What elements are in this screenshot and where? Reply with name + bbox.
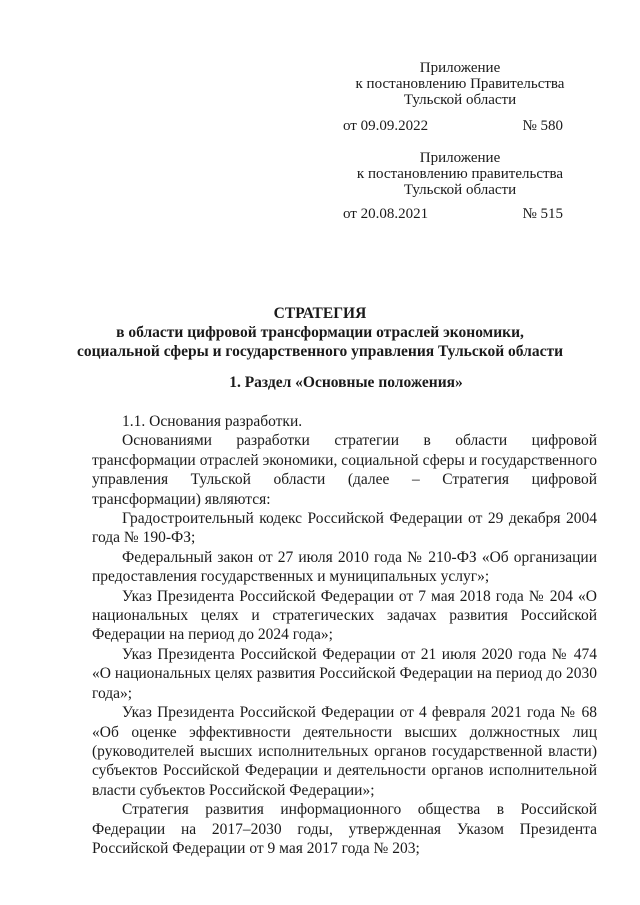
title-line-3: социальной сферы и государственного управления Тульской области bbox=[76, 343, 564, 360]
paragraph-8: Стратегия развития информационного общества в Российской Федерации на 2017–2030 годы, утвержденная Указом Президента Российской Федерации от 9 мая 2017 года № 203; bbox=[92, 801, 597, 857]
appendix-2-line-3: Тульской области bbox=[403, 182, 517, 198]
appendix-2-date: от 20.08.2021 bbox=[343, 206, 429, 222]
appendix-1-date: от 09.09.2022 bbox=[343, 118, 429, 134]
appendix-1-dateline bbox=[343, 118, 563, 135]
appendix-2-number: № 515 bbox=[522, 206, 563, 222]
paragraph-4: Федеральный закон от 27 июля 2010 года № 210-ФЗ «Об организации предоставления государственных и муниципальных услуг»; bbox=[92, 548, 597, 586]
appendix-block-1 bbox=[340, 60, 580, 108]
document-title bbox=[0, 304, 640, 361]
paragraph-2: Основаниями разработки стратегии в области цифровой трансформации отраслей экономики, социальной сферы и государственного управления Тульской области (далее – Стратегия цифровой трансформации) являются: bbox=[92, 432, 597, 508]
appendix-1-line-1: Приложение bbox=[419, 60, 501, 76]
appendix-1-line-2: к постановлению Правительства bbox=[355, 76, 565, 92]
paragraph-1: 1.1. Основания разработки. bbox=[122, 413, 303, 430]
title-line-2: в области цифровой трансформации отраслей экономики, bbox=[116, 324, 524, 341]
appendix-block-2 bbox=[340, 150, 580, 198]
paragraph-6: Указ Президента Российской Федерации от 21 июля 2020 года № 474 «О национальных целях развития Российской Федерации на период до 2030 года»; bbox=[92, 645, 597, 702]
paragraph-5: Указ Президента Российской Федерации от 7 мая 2018 года № 204 «О национальных целях и стратегических задачах развития Российской Федерации на период до 2024 года»; bbox=[92, 587, 597, 644]
paragraph-3: Градостроительный кодекс Российской Федерации от 29 декабря 2004 года № 190-ФЗ; bbox=[92, 510, 597, 547]
section-heading: 1. Раздел «Основные положения» bbox=[229, 374, 463, 391]
appendix-2-dateline bbox=[343, 206, 563, 223]
appendix-2-line-1: Приложение bbox=[419, 150, 501, 166]
appendix-2-line-2: к постановлению правительства bbox=[356, 166, 564, 182]
appendix-1-line-3: Тульской области bbox=[403, 92, 517, 108]
title-heading: СТРАТЕГИЯ bbox=[273, 305, 367, 322]
appendix-1-number: № 580 bbox=[522, 118, 563, 134]
paragraph-7: Указ Президента Российской Федерации от 4 февраля 2021 года № 68 «Об оценке эффективности деятельности высших должностных лиц (руководителей высших исполнительных органов государственной власти) субъектов Российской Федерации и деятельности органов исполнительной власти субъектов Российской Федерации»; bbox=[92, 704, 597, 799]
document-body bbox=[92, 412, 597, 858]
